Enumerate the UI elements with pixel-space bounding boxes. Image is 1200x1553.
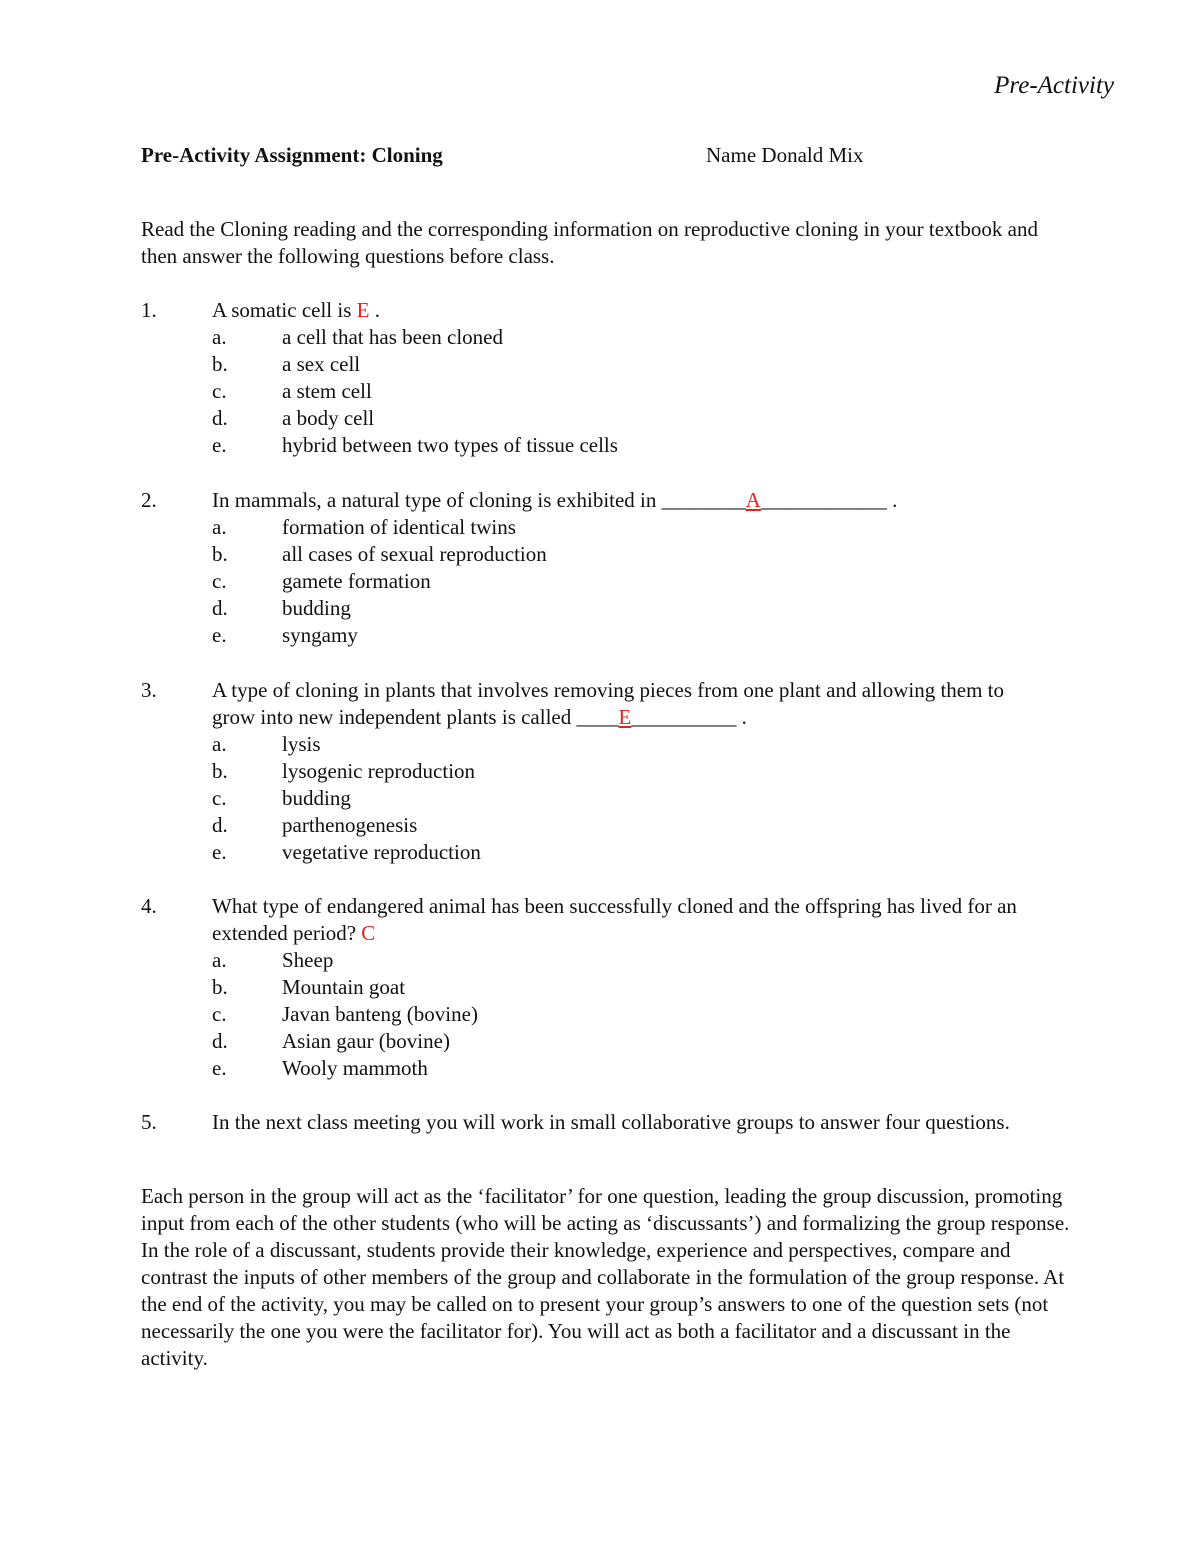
option-letter: c. [212, 379, 227, 403]
answer-mark: C [361, 921, 376, 945]
question-1 [141, 297, 1101, 459]
option-item [141, 351, 1101, 378]
question-text-end: . [369, 298, 380, 322]
option-letter: b. [212, 975, 228, 999]
question-text: A type of cloning in plants that involves removing pieces from one plant and allowing them to grow into new independent plants is called [212, 678, 1005, 729]
option-letter: e. [212, 433, 227, 457]
intro-paragraph: Read the Cloning reading and the corresponding information on reproductive cloning in your textbook and then answer the following questions before class. [141, 217, 1038, 268]
answer-blank-after: __________ [631, 705, 737, 729]
option-item [141, 568, 1101, 595]
option-item [141, 432, 1101, 459]
option-item [141, 758, 1101, 785]
option-item [141, 812, 1101, 839]
option-item [141, 1055, 1101, 1082]
option-letter: c. [212, 786, 227, 810]
question-text-end: . [886, 488, 898, 512]
option-letter: c. [212, 1002, 227, 1026]
title-row [141, 143, 1141, 173]
answer-blank-before: ____ [576, 705, 619, 729]
name-field [706, 143, 863, 168]
question-text: What type of endangered animal has been successfully cloned and the offspring has lived for an extended period? [212, 894, 1017, 945]
option-item [141, 974, 1101, 1001]
option-text: Mountain goat [282, 975, 406, 999]
question-number: 2. [141, 488, 157, 512]
option-letter: e. [212, 1056, 227, 1080]
option-letter: c. [212, 569, 227, 593]
option-letter: b. [212, 352, 228, 376]
option-letter: a. [212, 325, 227, 349]
option-item [141, 1028, 1101, 1055]
answer-blank-before: ________ [661, 488, 746, 512]
option-text: a cell that has been cloned [282, 325, 503, 349]
option-item [141, 378, 1101, 405]
option-text: Wooly mammoth [282, 1056, 428, 1080]
option-text: a body cell [282, 406, 375, 430]
assignment-title: Pre-Activity Assignment: Cloning [141, 143, 443, 167]
question-number: 3. [141, 678, 157, 702]
option-text: hybrid between two types of tissue cells [282, 433, 618, 457]
option-text: parthenogenesis [282, 813, 418, 837]
option-letter: e. [212, 840, 227, 864]
option-letter: a. [212, 515, 227, 539]
answer-mark: E [618, 705, 632, 729]
option-item [141, 839, 1101, 866]
option-letter: a. [212, 948, 227, 972]
question-3-stem [141, 677, 1101, 731]
option-letter: d. [212, 1029, 228, 1053]
option-text: formation of identical twins [282, 515, 516, 539]
answer-mark: A [745, 488, 761, 512]
page-header-label: Pre-Activity [994, 72, 1114, 99]
option-text: all cases of sexual reproduction [282, 542, 547, 566]
answer-blank-after: ____________ [760, 488, 887, 512]
option-letter: e. [212, 623, 227, 647]
answer-mark: E [356, 298, 370, 322]
question-text-end: . [736, 705, 747, 729]
question-number: 5. [141, 1110, 157, 1134]
option-letter: b. [212, 759, 228, 783]
option-item [141, 541, 1101, 568]
question-5-stem [141, 1109, 1101, 1136]
option-text: a stem cell [282, 379, 372, 403]
question-number: 4. [141, 894, 157, 918]
option-item [141, 595, 1101, 622]
option-text: gamete formation [282, 569, 431, 593]
option-text: Asian gaur (bovine) [282, 1029, 450, 1053]
name-label: Name [706, 143, 757, 167]
option-text: a sex cell [282, 352, 361, 376]
option-item [141, 731, 1101, 758]
question-text: In mammals, a natural type of cloning is exhibited in [212, 488, 662, 512]
name-value: Donald Mix [761, 143, 864, 167]
option-text: vegetative reproduction [282, 840, 481, 864]
question-2-stem [141, 487, 1101, 514]
question-4-stem [141, 893, 1101, 947]
question-2 [141, 487, 1101, 649]
question-number: 1. [141, 298, 157, 322]
option-item [141, 324, 1101, 351]
question-1-stem [141, 297, 1101, 324]
option-text: budding [282, 786, 351, 810]
question-5 [141, 1109, 1101, 1136]
question-3 [141, 677, 1101, 866]
option-item [141, 622, 1101, 649]
option-letter: a. [212, 732, 227, 756]
closing-paragraph: Each person in the group will act as the ‘facilitator’ for one question, leading the group discussion, promoting input from each of the other students (who will be acting as ‘discussants’) and formalizing the group response. In the role of a discussant, students provide their knowledge, experience and perspectives, compare and contrast the inputs of other members of the group and collaborate in the formulation of the group response. At the end of the activity, you may be called on to present your group’s answers to one of the question sets (not necessarily the one you were the facilitator for). You will act as both a facilitator and a discussant in the activity. [141, 1184, 1070, 1370]
question-text: In the next class meeting you will work in small collaborative groups to answer four questions. [212, 1110, 1010, 1134]
option-text: lysis [282, 732, 321, 756]
option-text: syngamy [282, 623, 358, 647]
option-letter: d. [212, 406, 228, 430]
option-item [141, 405, 1101, 432]
question-text: A somatic cell is [212, 298, 357, 322]
option-item [141, 947, 1101, 974]
option-text: Javan banteng (bovine) [282, 1002, 478, 1026]
option-item [141, 1001, 1101, 1028]
option-letter: d. [212, 596, 228, 620]
option-letter: b. [212, 542, 228, 566]
option-item [141, 785, 1101, 812]
question-4 [141, 893, 1101, 1082]
option-item [141, 514, 1101, 541]
option-text: lysogenic reproduction [282, 759, 476, 783]
option-letter: d. [212, 813, 228, 837]
option-text: Sheep [282, 948, 334, 972]
option-text: budding [282, 596, 351, 620]
